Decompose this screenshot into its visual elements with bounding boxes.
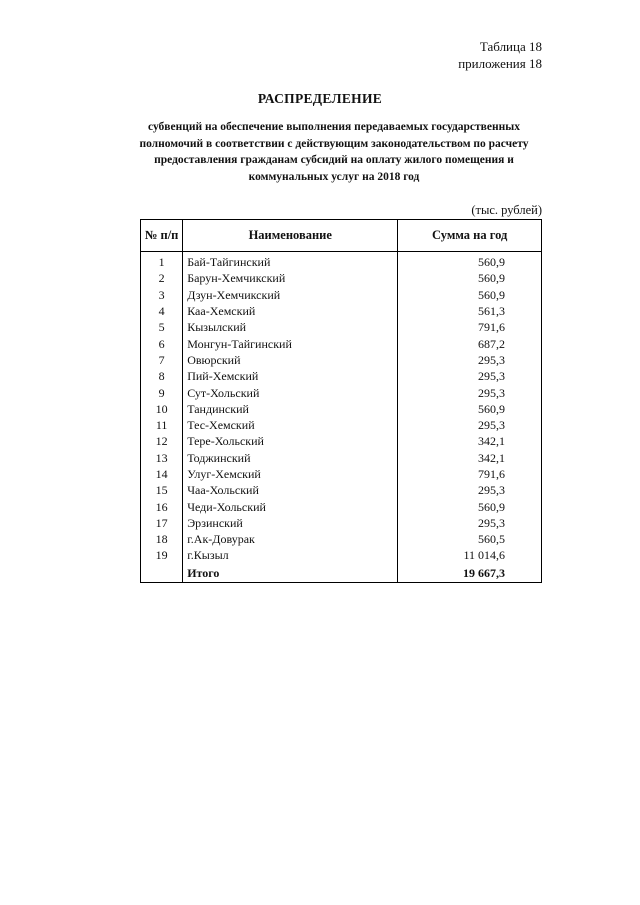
row-sum: 561,3 — [398, 303, 542, 319]
table-row — [141, 303, 542, 319]
column-header-sum: Сумма на год — [398, 220, 542, 252]
table-row — [141, 433, 542, 449]
column-header-name: Наименование — [183, 220, 398, 252]
row-name: Каа-Хемский — [183, 303, 398, 319]
row-number: 8 — [141, 368, 183, 384]
row-name: Кызылский — [183, 319, 398, 335]
table-row — [141, 482, 542, 498]
appendix-reference — [458, 38, 542, 72]
table-row — [141, 270, 542, 286]
table-row — [141, 287, 542, 303]
total-number-cell — [141, 564, 183, 583]
table-row — [141, 401, 542, 417]
row-number: 13 — [141, 450, 183, 466]
row-name: Пий-Хемский — [183, 368, 398, 384]
row-number: 16 — [141, 498, 183, 514]
row-sum: 295,3 — [398, 417, 542, 433]
row-number: 19 — [141, 547, 183, 563]
row-sum: 342,1 — [398, 433, 542, 449]
row-number: 7 — [141, 352, 183, 368]
row-number: 18 — [141, 531, 183, 547]
table-row — [141, 515, 542, 531]
row-sum: 11 014,6 — [398, 547, 542, 563]
row-name: Улуг-Хемский — [183, 466, 398, 482]
table-row — [141, 335, 542, 351]
row-sum: 560,9 — [398, 498, 542, 514]
row-name: Бай-Тайгинский — [183, 252, 398, 271]
document-subtitle: субвенций на обеспечение выполнения передаваемых государственных полномочий в соответствии с действующим законодательством по расчету предоставления гражданам субсидий на оплату жилого помещения и коммунальных услуг на 2018 год — [139, 121, 529, 183]
table-row — [141, 352, 542, 368]
row-name: Чеди-Хольский — [183, 498, 398, 514]
table-row — [141, 384, 542, 400]
row-name: г.Кызыл — [183, 547, 398, 563]
table-row — [141, 547, 542, 563]
table-row — [141, 319, 542, 335]
row-number: 11 — [141, 417, 183, 433]
row-number: 5 — [141, 319, 183, 335]
row-sum: 791,6 — [398, 319, 542, 335]
row-name: Эрзинский — [183, 515, 398, 531]
row-name: Монгун-Тайгинский — [183, 335, 398, 351]
total-sum: 19 667,3 — [398, 564, 542, 583]
table-row — [141, 498, 542, 514]
row-name: г.Ак-Довурак — [183, 531, 398, 547]
document-title: РАСПРЕДЕЛЕНИЕ — [257, 91, 383, 106]
row-sum: 791,6 — [398, 466, 542, 482]
row-sum: 295,3 — [398, 368, 542, 384]
row-name: Барун-Хемчикский — [183, 270, 398, 286]
table-row — [141, 450, 542, 466]
row-number: 3 — [141, 287, 183, 303]
row-sum: 295,3 — [398, 352, 542, 368]
table-header-row — [141, 220, 542, 252]
row-sum: 560,9 — [398, 287, 542, 303]
total-label: Итого — [183, 564, 398, 583]
row-sum: 687,2 — [398, 335, 542, 351]
row-name: Овюрский — [183, 352, 398, 368]
table-row — [141, 466, 542, 482]
row-sum: 560,9 — [398, 401, 542, 417]
row-number: 4 — [141, 303, 183, 319]
row-sum: 342,1 — [398, 450, 542, 466]
row-number: 1 — [141, 252, 183, 271]
total-row — [141, 564, 542, 583]
row-number: 10 — [141, 401, 183, 417]
row-number: 9 — [141, 384, 183, 400]
row-name: Сут-Хольский — [183, 384, 398, 400]
row-name: Тере-Хольский — [183, 433, 398, 449]
row-number: 12 — [141, 433, 183, 449]
distribution-table — [140, 219, 542, 583]
row-name: Тес-Хемский — [183, 417, 398, 433]
appendix-number: приложения 18 — [458, 56, 542, 71]
column-header-number: № п/п — [141, 220, 183, 252]
table-row — [141, 417, 542, 433]
row-name: Дзун-Хемчикский — [183, 287, 398, 303]
row-number: 15 — [141, 482, 183, 498]
units-label: (тыс. рублей) — [471, 203, 542, 217]
row-name: Тандинский — [183, 401, 398, 417]
row-sum: 295,3 — [398, 482, 542, 498]
row-sum: 560,9 — [398, 252, 542, 271]
row-sum: 295,3 — [398, 384, 542, 400]
table-row — [141, 252, 542, 271]
table-row — [141, 531, 542, 547]
row-name: Чаа-Хольский — [183, 482, 398, 498]
table-row — [141, 368, 542, 384]
row-name: Тоджинский — [183, 450, 398, 466]
row-sum: 560,5 — [398, 531, 542, 547]
row-number: 2 — [141, 270, 183, 286]
row-sum: 295,3 — [398, 515, 542, 531]
row-number: 17 — [141, 515, 183, 531]
row-sum: 560,9 — [398, 270, 542, 286]
row-number: 6 — [141, 335, 183, 351]
row-number: 14 — [141, 466, 183, 482]
table-number: Таблица 18 — [479, 39, 542, 54]
